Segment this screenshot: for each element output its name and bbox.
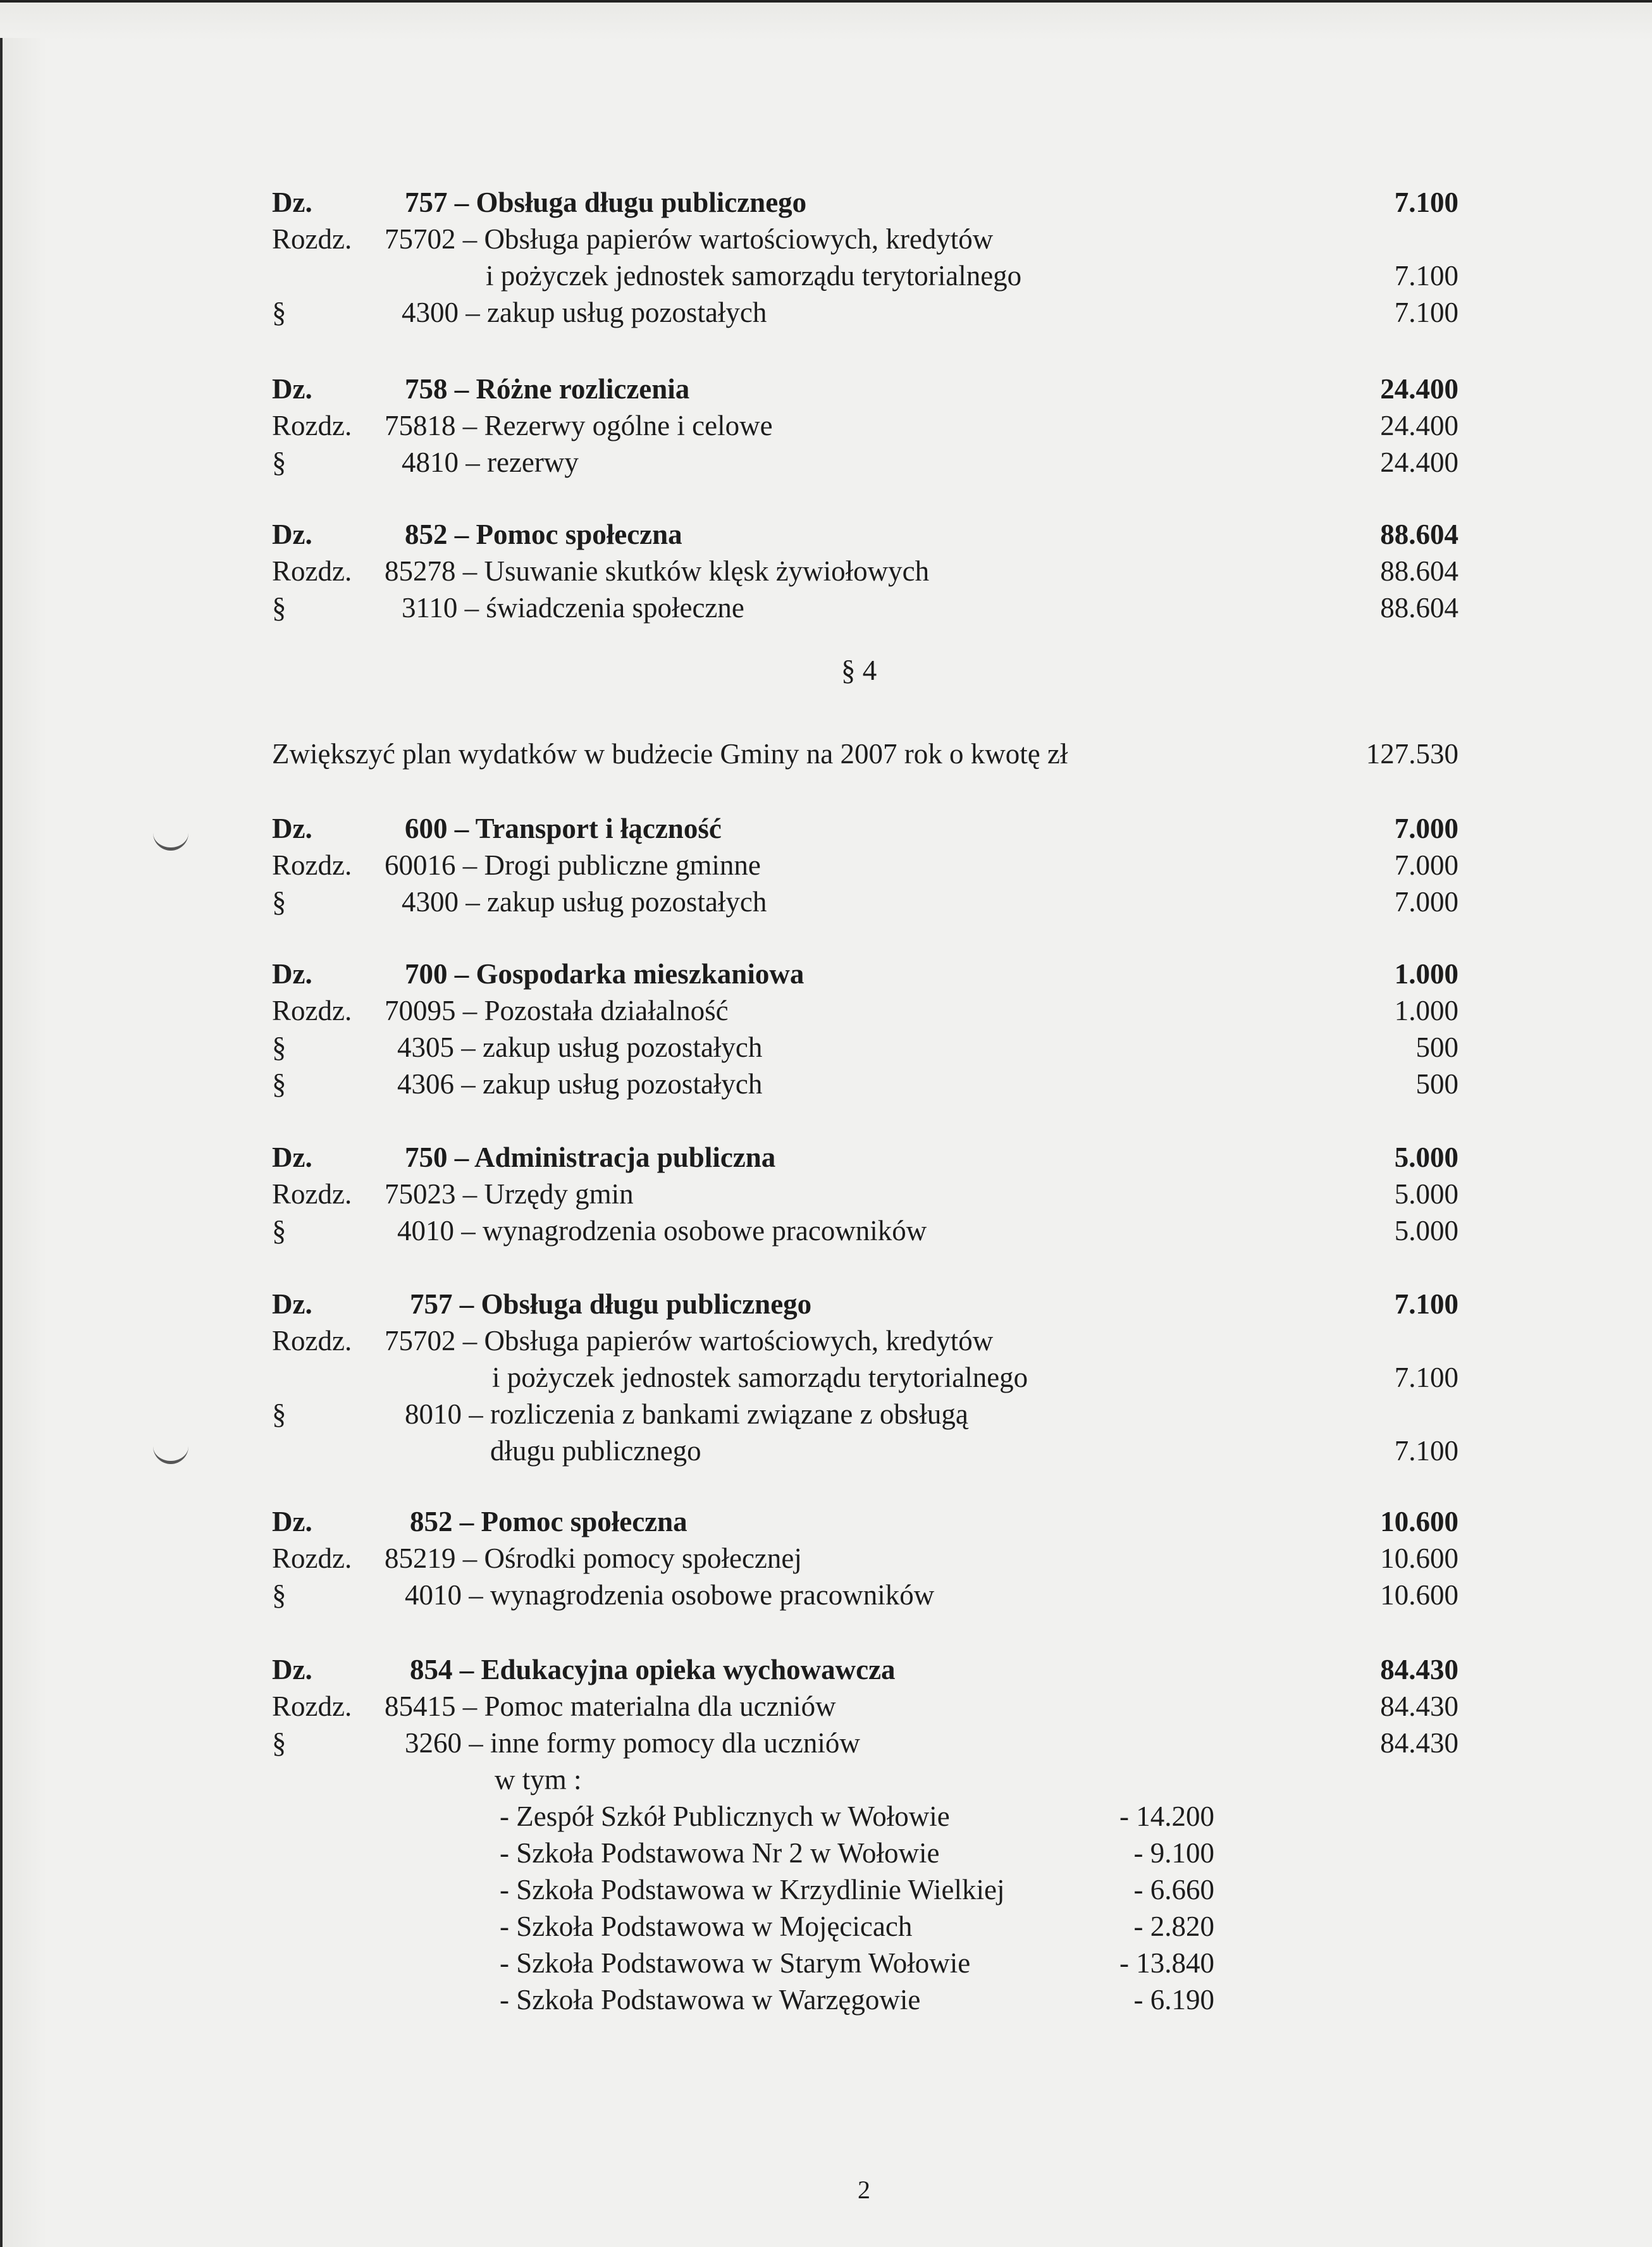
intro-text: Zwiększyć plan wydatków w budżecie Gminy na 2007 rok o kwotę zł (272, 738, 1068, 770)
paragraph-heading: § 4 (841, 655, 877, 686)
school-name: - Szkoła Podstawowa w Starym Wołowie (500, 1947, 971, 1979)
dz-title: 757 – Obsługa długu publicznego (405, 187, 807, 218)
par-title: 4810 – rezerwy (402, 446, 579, 478)
par-amount: 7.000 (1394, 886, 1458, 918)
rozdz-label: Rozdz. (272, 849, 352, 881)
par-label: § (272, 297, 287, 328)
rozdz-title: 75818 – Rezerwy ogólne i celowe (385, 410, 773, 441)
par-amount: 500 (1415, 1068, 1458, 1100)
rozdz-85278-row (0, 552, 1652, 590)
par-title: 3110 – świadczenia społeczne (402, 592, 744, 624)
par-label: § (272, 592, 287, 624)
school-amount: - 9.100 (1133, 1837, 1214, 1869)
par-label: § (272, 1398, 287, 1430)
dz-757-row (0, 1285, 1652, 1323)
dz-amount: 7.000 (1394, 813, 1458, 844)
school-row (0, 1797, 1652, 1835)
par-label: § (272, 1215, 287, 1247)
dz-amount: 24.400 (1380, 373, 1458, 405)
dz-amount: 5.000 (1394, 1142, 1458, 1173)
par-label: § (272, 446, 287, 478)
school-amount: - 13.840 (1119, 1947, 1214, 1979)
par-amount: 7.100 (1394, 297, 1458, 328)
dz-amount: 7.100 (1394, 187, 1458, 218)
dz-label: Dz. (272, 1506, 312, 1537)
par-title: 4306 – zakup usług pozostałych (397, 1068, 763, 1100)
par-8010-row (0, 1395, 1652, 1433)
school-row (0, 1834, 1652, 1872)
dz-amount: 7.100 (1394, 1288, 1458, 1320)
rozdz-85415-row (0, 1687, 1652, 1725)
school-row (0, 1871, 1652, 1909)
par-title: 8010 – rozliczenia z bankami związane z obsługą (405, 1398, 968, 1430)
par-title: 4305 – zakup usług pozostałych (397, 1031, 763, 1063)
par-amount: 5.000 (1394, 1215, 1458, 1247)
rozdz-label: Rozdz. (272, 555, 352, 587)
rozdz-70095-row (0, 992, 1652, 1030)
rozdz-title: 75702 – Obsługa papierów wartościowych, kredytów (385, 1325, 994, 1357)
dz-label: Dz. (272, 373, 312, 405)
par-3260-row (0, 1724, 1652, 1762)
rozdz-label: Rozdz. (272, 995, 352, 1026)
rozdz-amount: 1.000 (1394, 995, 1458, 1026)
rozdz-amount: 24.400 (1380, 410, 1458, 441)
rozdz-title-continued: i pożyczek jednostek samorządu terytorialnego (492, 1362, 1028, 1393)
intro-amount: 127.530 (1365, 738, 1458, 770)
rozdz-85219-row (0, 1539, 1652, 1577)
dz-label: Dz. (272, 1288, 312, 1320)
school-amount: - 14.200 (1119, 1801, 1214, 1832)
par-title: 3260 – inne formy pomocy dla uczniów (405, 1727, 860, 1759)
rozdz-amount: 7.100 (1394, 260, 1458, 292)
par-label: § (272, 1068, 287, 1100)
school-name: - Szkoła Podstawowa w Mojęcicach (500, 1911, 913, 1942)
par-4300-row (0, 883, 1652, 921)
par-title: 4300 – zakup usług pozostałych (402, 297, 767, 328)
dz-title: 852 – Pomoc społeczna (410, 1506, 687, 1537)
rozdz-amount: 7.100 (1394, 1362, 1458, 1393)
rozdz-label: Rozdz. (272, 1325, 352, 1357)
par-4810-row (0, 443, 1652, 481)
rozdz-title: 60016 – Drogi publiczne gminne (385, 849, 761, 881)
rozdz-title: 75702 – Obsługa papierów wartościowych, kredytów (385, 223, 994, 255)
school-amount: - 2.820 (1133, 1911, 1214, 1942)
school-row (0, 1907, 1652, 1945)
rozdz-label: Rozdz. (272, 1178, 352, 1210)
par-title: 4010 – wynagrodzenia osobowe pracowników (405, 1579, 935, 1611)
rozdz-title: 70095 – Pozostała działalność (385, 995, 729, 1026)
dz-757-row (0, 183, 1652, 221)
dz-title: 750 – Administracja publiczna (405, 1142, 776, 1173)
dz-title: 757 – Obsługa długu publicznego (410, 1288, 812, 1320)
school-amount: - 6.190 (1133, 1984, 1214, 2016)
rozdz-75023-row (0, 1175, 1652, 1213)
rozdz-title: 85278 – Usuwanie skutków klęsk żywiołowych (385, 555, 930, 587)
dz-852-row (0, 515, 1652, 553)
w-tym-row (0, 1761, 1652, 1799)
par-3110-row (0, 589, 1652, 627)
dz-852-row (0, 1503, 1652, 1541)
page-number: 2 (858, 2176, 870, 2204)
par-label: § (272, 886, 287, 918)
dz-854-row (0, 1651, 1652, 1689)
rozdz-amount: 84.430 (1380, 1690, 1458, 1722)
rozdz-amount: 7.000 (1394, 849, 1458, 881)
par-amount: 500 (1415, 1031, 1458, 1063)
dz-amount: 10.600 (1380, 1506, 1458, 1537)
par-8010-row-continued (0, 1432, 1652, 1470)
school-name: - Szkoła Podstawowa w Krzydlinie Wielkiej (500, 1874, 1005, 1905)
dz-label: Dz. (272, 519, 312, 550)
dz-758-row (0, 370, 1652, 408)
school-amount: - 6.660 (1133, 1874, 1214, 1905)
par-title-continued: długu publicznego (490, 1435, 701, 1467)
rozdz-amount: 10.600 (1380, 1542, 1458, 1574)
rozdz-title: 75023 – Urzędy gmin (385, 1178, 634, 1210)
dz-label: Dz. (272, 187, 312, 218)
par-amount: 7.100 (1394, 1435, 1458, 1467)
par-4010-row (0, 1576, 1652, 1614)
par-4300-row (0, 293, 1652, 331)
rozdz-75702-row (0, 220, 1652, 258)
school-row (0, 1981, 1652, 2019)
dz-750-row (0, 1138, 1652, 1176)
rozdz-label: Rozdz. (272, 1690, 352, 1722)
par-label: § (272, 1579, 287, 1611)
par-amount: 84.430 (1380, 1727, 1458, 1759)
rozdz-75702-row-continued (0, 1358, 1652, 1396)
scan-edge-top (0, 0, 1652, 40)
dz-title: 758 – Różne rozliczenia (405, 373, 690, 405)
par-title: 4010 – wynagrodzenia osobowe pracowników (397, 1215, 927, 1247)
school-name: - Szkoła Podstawowa Nr 2 w Wołowie (500, 1837, 940, 1869)
rozdz-60016-row (0, 846, 1652, 884)
rozdz-amount: 88.604 (1380, 555, 1458, 587)
rozdz-label: Rozdz. (272, 1542, 352, 1574)
school-name: - Szkoła Podstawowa w Warzęgowie (500, 1984, 921, 2016)
dz-700-row (0, 955, 1652, 993)
intro-row (0, 735, 1652, 773)
par-amount: 10.600 (1380, 1579, 1458, 1611)
dz-amount: 1.000 (1394, 958, 1458, 990)
dz-title: 700 – Gospodarka mieszkaniowa (405, 958, 804, 990)
par-4306-row (0, 1065, 1652, 1103)
dz-label: Dz. (272, 958, 312, 990)
par-label: § (272, 1727, 287, 1759)
rozdz-label: Rozdz. (272, 410, 352, 441)
rozdz-amount: 5.000 (1394, 1178, 1458, 1210)
par-label: § (272, 1031, 287, 1063)
rozdz-75702-row-continued (0, 257, 1652, 295)
dz-label: Dz. (272, 1142, 312, 1173)
rozdz-title: 85219 – Ośrodki pomocy społecznej (385, 1542, 802, 1574)
par-title: 4300 – zakup usług pozostałych (402, 886, 767, 918)
dz-title: 854 – Edukacyjna opieka wychowawcza (410, 1654, 896, 1685)
rozdz-75818-row (0, 407, 1652, 445)
dz-label: Dz. (272, 813, 312, 844)
dz-title: 852 – Pomoc społeczna (405, 519, 682, 550)
par-amount: 24.400 (1380, 446, 1458, 478)
rozdz-title: 85415 – Pomoc materialna dla uczniów (385, 1690, 836, 1722)
rozdz-75702-row (0, 1322, 1652, 1360)
dz-600-row (0, 810, 1652, 847)
dz-amount: 88.604 (1380, 519, 1458, 550)
w-tym-label: w tym : (495, 1764, 582, 1795)
school-row (0, 1944, 1652, 1982)
par-4010-row (0, 1212, 1652, 1250)
school-name: - Zespół Szkół Publicznych w Wołowie (500, 1801, 950, 1832)
par-amount: 88.604 (1380, 592, 1458, 624)
rozdz-label: Rozdz. (272, 223, 352, 255)
dz-title: 600 – Transport i łączność (405, 813, 722, 844)
dz-amount: 84.430 (1380, 1654, 1458, 1685)
rozdz-title-continued: i pożyczek jednostek samorządu terytorialnego (486, 260, 1022, 292)
par-4305-row (0, 1028, 1652, 1066)
dz-label: Dz. (272, 1654, 312, 1685)
